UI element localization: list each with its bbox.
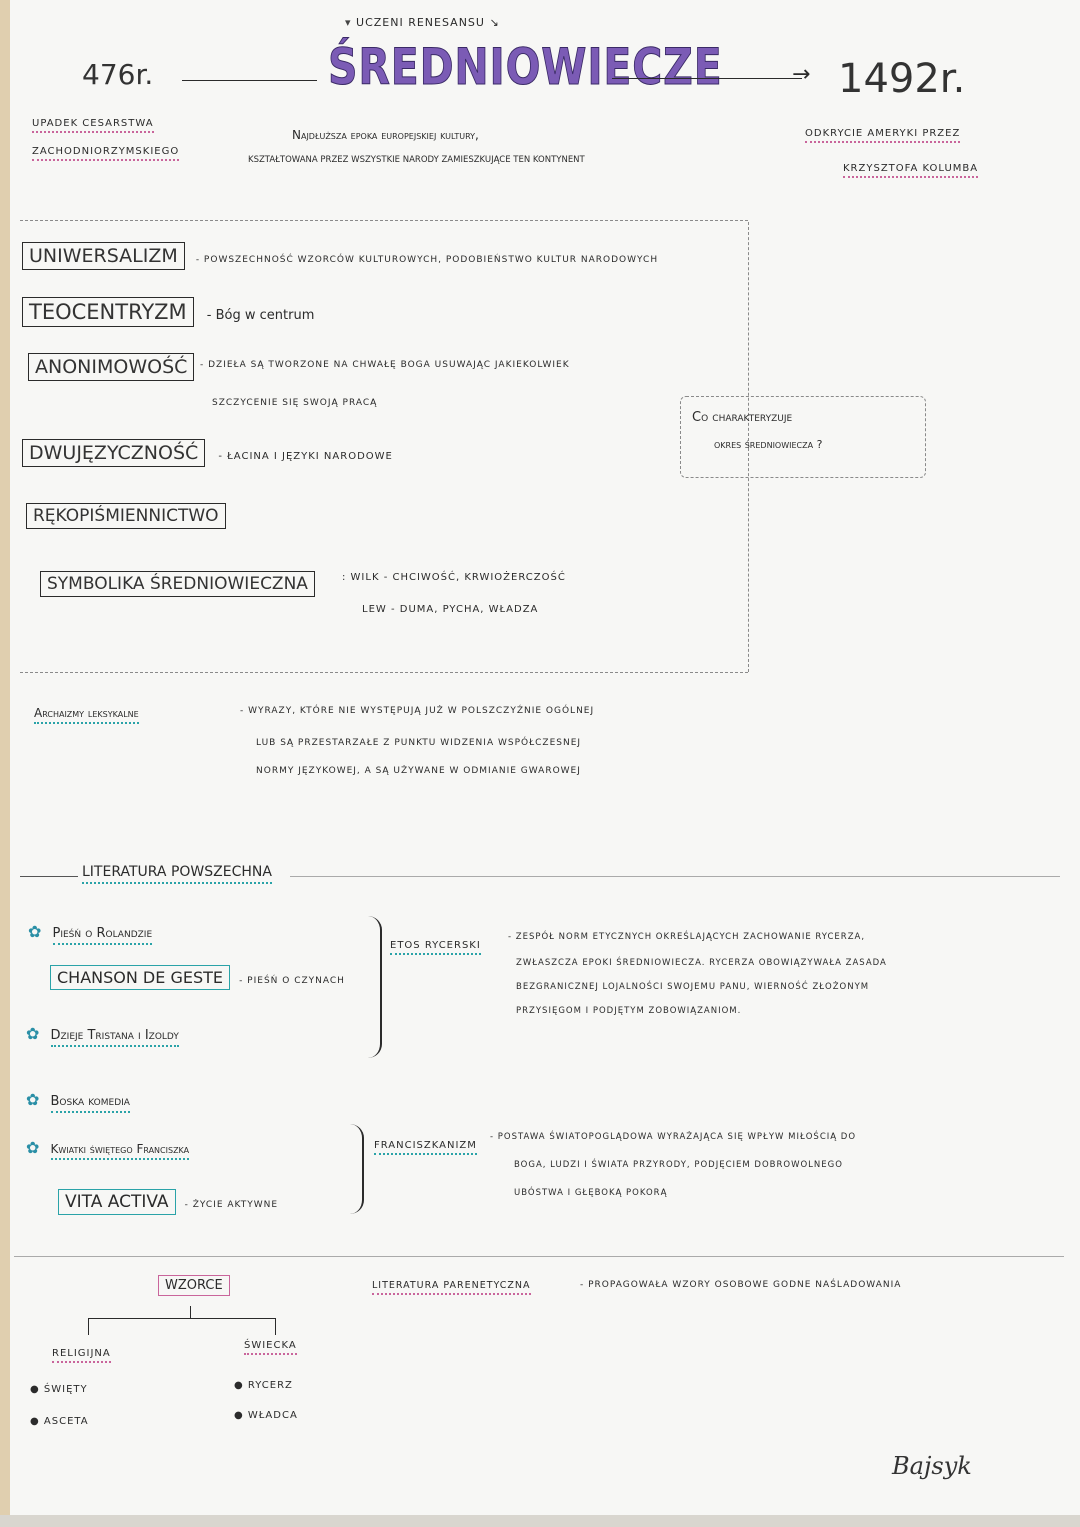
feature-symbolism-def2: LEW - DUMA, PYCHA, WŁADZA (362, 604, 539, 615)
feature-term: RĘKOPIŚMIENNICTWO (26, 503, 226, 529)
bullet-icon: ● (30, 1384, 44, 1395)
franc-def-1: - POSTAWA ŚWIATOPOGLĄDOWA WYRAŻAJĄCA SIĘ WPŁYW MIŁOŚCIĄ DO (490, 1132, 857, 1142)
lit-item-tristan: ✿ Dzieje Tristana i Izoldy (26, 1024, 179, 1043)
religious-item-saint: ● ŚWIĘTY (30, 1384, 88, 1395)
feature-symbolism-def: : WILK - CHCIWOŚĆ, KRWIOŻERCZOŚĆ (342, 572, 566, 583)
paper-bottom-edge (0, 1515, 1080, 1527)
models-secular: ŚWIECKA (244, 1340, 297, 1351)
epoch-description-2: KSZTAŁTOWANA PRZEZ WSZYSTKIE NARODY ZAMIESZKUJĄCE TEN KONTYNENT (248, 155, 585, 165)
flower-icon: ✿ (26, 1090, 40, 1109)
feature-manuscripts (26, 506, 226, 526)
feature-theocentrism (22, 300, 314, 324)
feature-definition: - Bóg w centrum (206, 308, 315, 323)
etos-term: ETOS RYCERSKI (390, 940, 481, 951)
paper-edge (0, 0, 10, 1527)
dashed-border-top (20, 220, 748, 221)
secular-item-knight: ● RYCERZ (234, 1380, 293, 1391)
religious-item-ascetic: ● ASCETA (30, 1416, 89, 1427)
literature-heading: LITERATURA POWSZECHNA (82, 864, 272, 880)
arrow-right-icon: → (792, 62, 811, 87)
lit-chanson (50, 968, 345, 987)
feature-symbolism (40, 574, 315, 594)
feature-term: DWUJĘZYCZNOŚĆ (22, 439, 205, 467)
question-line2: okres średniowiecza ? (714, 438, 823, 451)
parenetic-def: - PROPAGOWAŁA WZORY OSOBOWE GODNE NAŚLADOWANIA (580, 1280, 902, 1290)
feature-anonymity-def: - DZIEŁA SĄ TWORZONE NA CHWAŁĘ BOGA USUWAJĄC JAKIEKOLWIEK (200, 360, 570, 370)
chanson-term: CHANSON DE GESTE (50, 965, 230, 990)
brace-group1 (362, 916, 382, 1058)
bullet-icon: ● (234, 1410, 248, 1421)
franc-term: FRANCISZKANIZM (374, 1140, 477, 1151)
feature-universalism (22, 245, 658, 267)
models-title: WZORCE (158, 1278, 230, 1293)
feature-term: SYMBOLIKA ŚREDNIOWIECZNA (40, 571, 315, 597)
feature-anonymity-def2: SZCZYCENIE SIĘ SWOJĄ PRACĄ (212, 398, 378, 408)
top-note-text: UCZENI RENESANSU (356, 16, 485, 29)
archaisms-term: Archaizmy leksykalne (34, 706, 139, 720)
etos-def-2: ZWŁASZCZA EPOKI ŚREDNIOWIECZA. RYCERZA OBOWIĄZYWAŁA ZASADA (516, 958, 887, 968)
feature-term: ANONIMOWOŚĆ (28, 353, 194, 381)
lit-item-roland: ✿ Pieśń o Rolandzie (28, 922, 152, 941)
models-tree-branch (88, 1318, 276, 1335)
timeline-left (182, 80, 317, 81)
flower-icon: ✿ (26, 1138, 40, 1157)
feature-definition: - ŁACINA I JĘZYKI NARODOWE (218, 451, 393, 462)
vita-term: VITA ACTIVA (58, 1189, 176, 1215)
timeline-right (612, 78, 802, 79)
bullet-icon: ● (30, 1416, 44, 1427)
lit-item-divine-comedy: ✿ Boska komedia (26, 1090, 130, 1109)
feature-anonymity (28, 356, 194, 378)
models-religious: RELIGIJNA (52, 1348, 111, 1359)
flower-icon: ✿ (26, 1024, 40, 1043)
question-line1: Co charakteryzuje (692, 410, 793, 425)
etos-def-1: - ZESPÓŁ NORM ETYCZNYCH OKREŚLAJĄCYCH ZACHOWANIE RYCERZA, (508, 932, 866, 942)
top-note (345, 16, 500, 29)
end-year: 1492r. (838, 56, 966, 102)
feature-bilingualism (22, 442, 393, 464)
end-event-line1: ODKRYCIE AMERYKI PRZEZ (805, 128, 960, 139)
lit-vita (58, 1192, 278, 1212)
archaisms-def-1: - WYRAZY, KTÓRE NIE WYSTĘPUJĄ JUŻ W POLSZCZYŹNIE OGÓLNEJ (240, 706, 595, 716)
start-event-line2: ZACHODNIORZYMSKIEGO (32, 146, 179, 157)
parenetic-term: LITERATURA PARENETYCZNA (372, 1280, 531, 1291)
archaisms-def-3: NORMY JĘZYKOWEJ, A SĄ UŻYWANE W ODMIANIE GWAROWEJ (256, 766, 581, 776)
flower-icon: ✿ (28, 922, 42, 941)
models-tree-stem (190, 1306, 191, 1318)
curved-arrow-icon: ↘ (484, 16, 500, 29)
dashed-border-bottom (20, 672, 748, 673)
brace-group2 (348, 1124, 364, 1214)
page-title: ŚREDNIOWIECZE (328, 38, 723, 96)
end-event-line2: KRZYSZTOFA KOLUMBA (843, 163, 978, 174)
feature-term: TEOCENTRYZM (22, 297, 194, 327)
question-box (680, 396, 926, 478)
archaisms-def-2: LUB SĄ PRZESTARZAŁE Z PUNKTU WIDZENIA WSPÓŁCZESNEJ (256, 738, 582, 748)
vita-definition: - ŻYCIE AKTYWNE (184, 1200, 279, 1210)
etos-def-3: BEZGRANICZNEJ LOJALNOŚCI SWOJEMU PANU, WIERNOŚĆ ZŁOŻONYM (516, 982, 870, 992)
literature-divider-left (20, 876, 78, 877)
feature-definition: - POWSZECHNOŚĆ WZORCÓW KULTUROWYCH, PODOBIEŃSTWO KULTUR NARODOWYCH (195, 255, 659, 265)
secular-item-ruler: ● WŁADCA (234, 1410, 298, 1421)
start-event-line1: UPADEK CESARSTWA (32, 118, 154, 129)
epoch-description-1: Najdłuższa epoka europejskiej kultury, (292, 128, 479, 142)
lit-item-francis: ✿ Kwiatki świętego Franciszka (26, 1138, 189, 1157)
franc-def-3: UBÓSTWA I GŁĘBOKĄ POKORĄ (514, 1188, 668, 1198)
signature: Bajsyk (892, 1452, 972, 1480)
start-year: 476r. (82, 58, 154, 91)
section-divider (14, 1256, 1064, 1257)
chanson-definition: - PIEŚŃ O CZYNACH (239, 976, 345, 986)
feature-term: UNIWERSALIZM (22, 242, 185, 270)
bullet-icon: ● (234, 1380, 248, 1391)
franc-def-2: BOGA, LUDZI I ŚWIATA PRZYRODY, PODJĘCIEM DOBROWOLNEGO (514, 1160, 843, 1170)
arrow-down-icon: ▾ (345, 16, 357, 29)
etos-def-4: PRZYSIĘGOM I PODJĘTYM ZOBOWIĄZANIOM. (516, 1006, 742, 1016)
literature-divider-right (290, 876, 1060, 877)
